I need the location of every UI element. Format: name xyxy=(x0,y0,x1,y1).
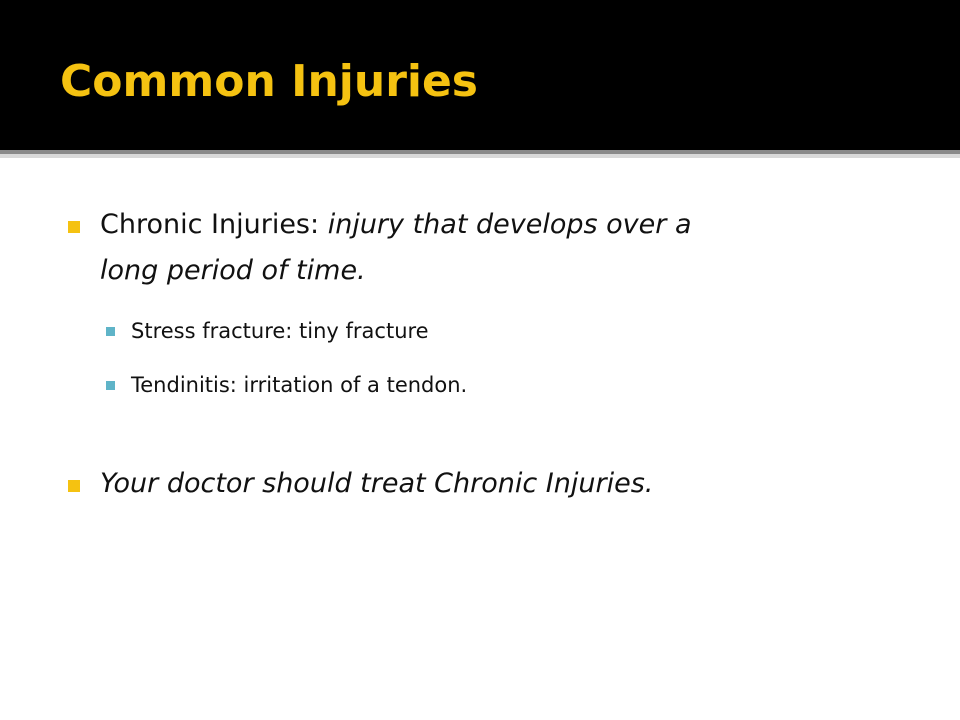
sub-bullet-square-icon xyxy=(106,381,115,390)
bullet-definition: injury that develops over a xyxy=(327,209,692,240)
bullet-square-icon xyxy=(68,480,80,492)
bullet-chronic-line1 xyxy=(100,207,692,243)
bullet-term: Chronic Injuries: xyxy=(100,209,320,240)
bullet-definition-continued: long period of time. xyxy=(100,255,366,286)
slide-title: Common Injuries xyxy=(60,56,478,107)
bullet-square-icon xyxy=(68,221,80,233)
sub-bullet-square-icon xyxy=(106,327,115,336)
sub-bullet-tendinitis: Tendinitis: irritation of a tendon. xyxy=(131,373,468,397)
title-divider-light xyxy=(0,154,960,158)
bullet-doctor-advice: Your doctor should treat Chronic Injuries. xyxy=(100,468,654,499)
sub-bullet-stress-fracture: Stress fracture: tiny fracture xyxy=(131,319,429,343)
title-bar xyxy=(0,0,960,150)
